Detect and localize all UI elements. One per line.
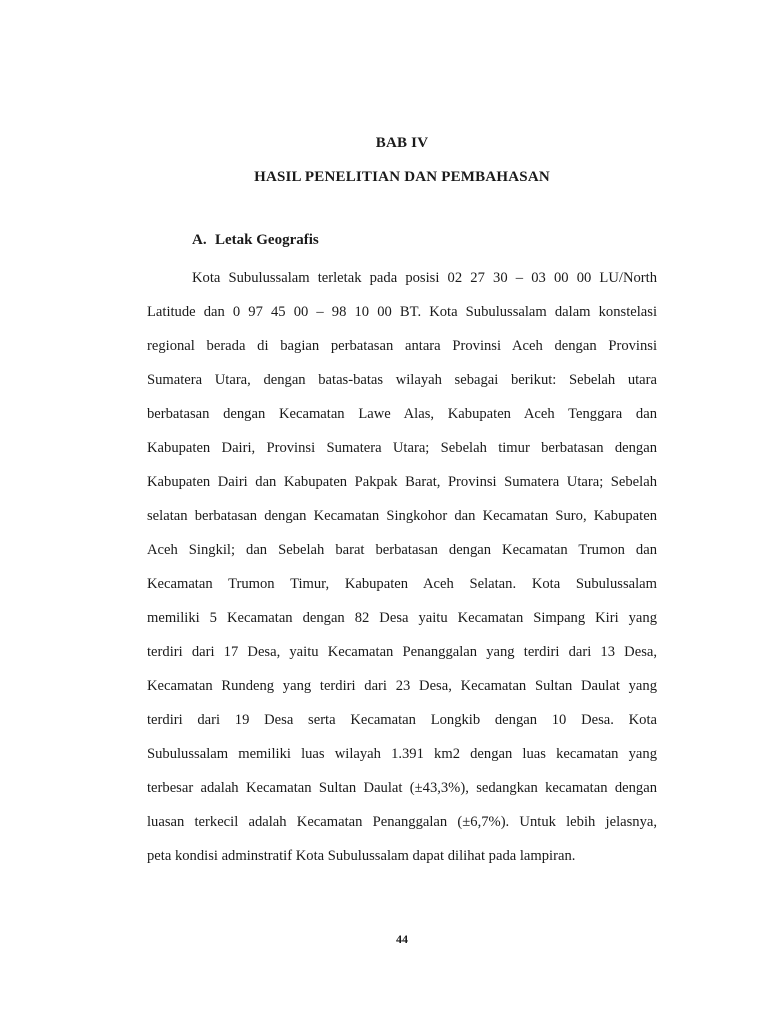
chapter-number: BAB IV	[375, 135, 429, 151]
paragraph-line: terbesar adalah Kecamatan Sultan Daulat (±43,3%), sedangkan kecamatan dengan	[147, 780, 657, 796]
paragraph-line: Kabupaten Dairi dan Kabupaten Pakpak Barat, Provinsi Sumatera Utara; Sebelah	[147, 474, 657, 490]
paragraph-line: terdiri dari 19 Desa serta Kecamatan Longkib dengan 10 Desa. Kota	[147, 712, 657, 728]
page-number: 44	[396, 932, 408, 946]
section-letter: A.	[192, 232, 207, 248]
paragraph-line: Kota Subulussalam terletak pada posisi 02 27 30 – 03 00 00 LU/North	[192, 270, 657, 286]
section-heading	[192, 232, 319, 249]
paragraph-line: Kabupaten Dairi, Provinsi Sumatera Utara; Sebelah timur berbatasan dengan	[147, 440, 657, 456]
paragraph-line: memiliki 5 Kecamatan dengan 82 Desa yaitu Kecamatan Simpang Kiri yang	[147, 610, 657, 626]
paragraph-line: selatan berbatasan dengan Kecamatan Singkohor dan Kecamatan Suro, Kabupaten	[147, 508, 657, 524]
paragraph-line: Latitude dan 0 97 45 00 – 98 10 00 BT. Kota Subulussalam dalam konstelasi	[147, 304, 657, 320]
paragraph-line: Subulussalam memiliki luas wilayah 1.391 km2 dengan luas kecamatan yang	[147, 746, 657, 762]
paragraph-line: terdiri dari 17 Desa, yaitu Kecamatan Penanggalan yang terdiri dari 13 Desa,	[147, 644, 657, 660]
body-paragraph	[147, 264, 657, 876]
paragraph-line: peta kondisi adminstratif Kota Subulussalam dapat dilihat pada lampiran.	[147, 848, 576, 864]
section-title: Letak Geografis	[215, 232, 319, 248]
paragraph-line: Aceh Singkil; dan Sebelah barat berbatasan dengan Kecamatan Trumon dan	[147, 542, 657, 558]
paragraph-line: Kecamatan Trumon Timur, Kabupaten Aceh Selatan. Kota Subulussalam	[147, 576, 657, 592]
paragraph-line: berbatasan dengan Kecamatan Lawe Alas, Kabupaten Aceh Tenggara dan	[147, 406, 657, 422]
paragraph-line: Sumatera Utara, dengan batas-batas wilayah sebagai berikut: Sebelah utara	[147, 372, 657, 388]
paragraph-line: Kecamatan Rundeng yang terdiri dari 23 Desa, Kecamatan Sultan Daulat yang	[147, 678, 657, 694]
chapter-title: HASIL PENELITIAN DAN PEMBAHASAN	[254, 169, 550, 185]
paragraph-line: regional berada di bagian perbatasan antara Provinsi Aceh dengan Provinsi	[147, 338, 657, 354]
paragraph-line: luasan terkecil adalah Kecamatan Penanggalan (±6,7%). Untuk lebih jelasnya,	[147, 814, 657, 830]
